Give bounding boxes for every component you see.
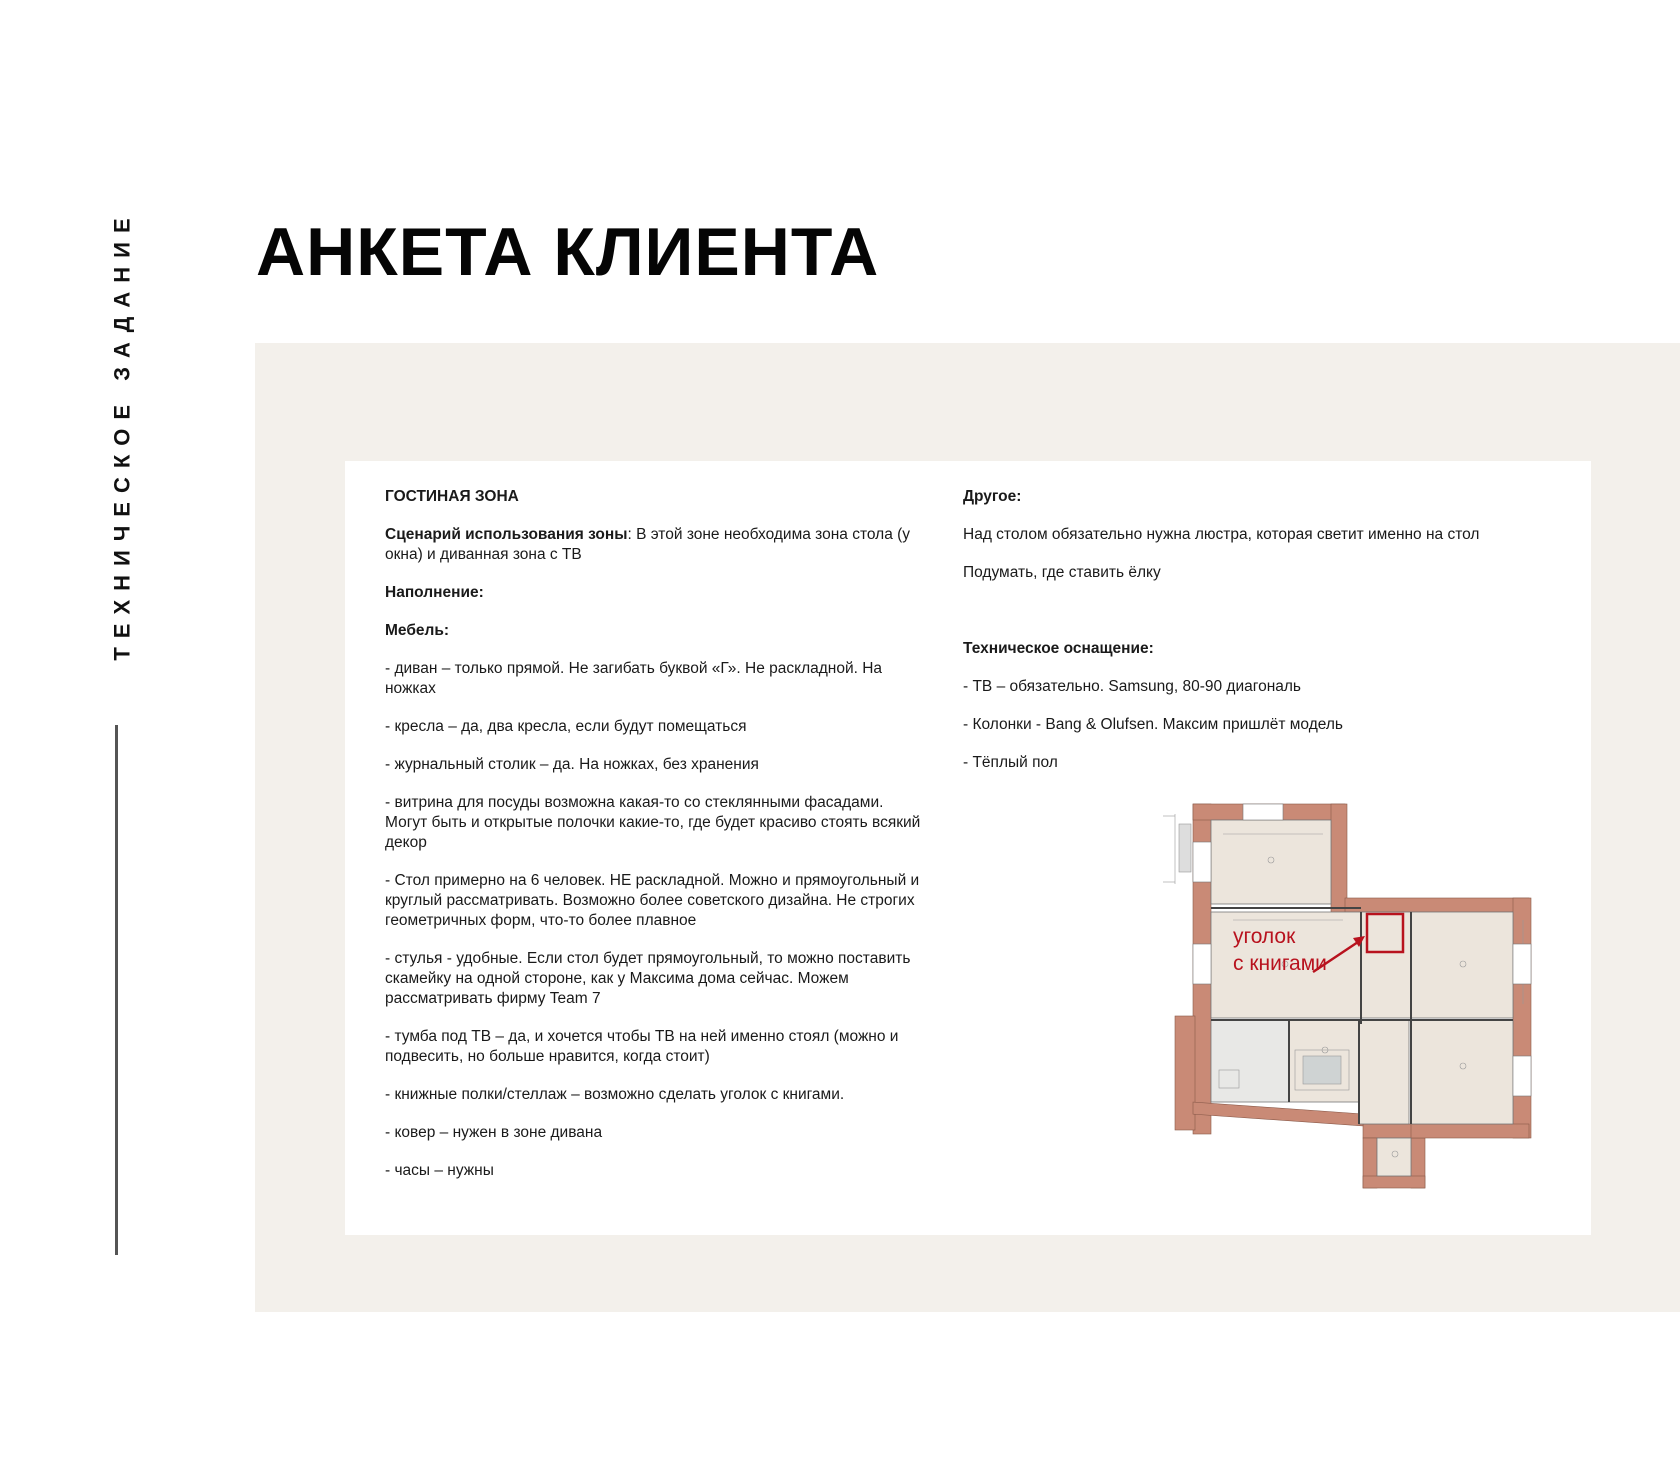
- furniture-item: - Стол примерно на 6 человек. НЕ раскладной. Можно и прямоугольный и круглый рассматривать. Возможно более советского дизайна. Не строгих геометричных форм, что-то более плавное: [385, 872, 920, 929]
- furniture-item: - диван – только прямой. Не загибать буквой «Г». Не раскладной. На ножках: [385, 660, 883, 697]
- scenario-text: : В этой зоне необходима зона стола (у окна) и диванная зона с ТВ: [385, 526, 911, 563]
- filling-label: Наполнение:: [385, 584, 484, 601]
- furniture-item: - витрина для посуды возможна какая-то со стеклянными фасадами. Могут быть и открытые полочки какие-то, где будет красиво стоять всякий декор: [385, 794, 921, 851]
- scenario-label: Сценарий использования зоны: [385, 526, 628, 543]
- furniture-item: - кресла – да, два кресла, если будут помещаться: [385, 718, 747, 735]
- tech-item: - ТВ – обязательно. Samsung, 80-90 диагональ: [963, 678, 1301, 695]
- scenario-paragraph: [385, 525, 925, 565]
- furniture-item: - книжные полки/стеллаж – возможно сделать уголок с книгами.: [385, 1086, 845, 1103]
- questionnaire-card: [345, 461, 1591, 1235]
- page-title: АНКЕТА КЛИЕНТА: [256, 214, 880, 290]
- furniture-item: - журнальный столик – да. На ножках, без хранения: [385, 756, 759, 773]
- sidebar-divider: [115, 725, 118, 1255]
- tech-label: Техническое оснащение:: [963, 640, 1154, 657]
- other-item: Подумать, где ставить ёлку: [963, 564, 1161, 581]
- furniture-label: Мебель:: [385, 622, 450, 639]
- furniture-item: - часы – нужны: [385, 1162, 494, 1179]
- sidebar-label-text: ТЕХНИЧЕСКОЕ ЗАДАНИЕ: [110, 209, 136, 661]
- other-label: Другое:: [963, 488, 1022, 505]
- sidebar-section-label: [98, 209, 148, 661]
- furniture-item: - ковер – нужен в зоне дивана: [385, 1124, 603, 1141]
- furniture-item: - тумба под ТВ – да, и хочется чтобы ТВ на ней именно стоял (можно и подвесить, но больше нравится, когда стоит): [385, 1028, 899, 1065]
- spacer: [963, 601, 1523, 621]
- left-column: [385, 487, 925, 1199]
- right-column: [963, 487, 1523, 791]
- plan-annotation: уголок с книгами: [1233, 925, 1327, 975]
- other-item: Над столом обязательно нужна люстра, которая светит именно на стол: [963, 526, 1480, 543]
- tech-item: - Колонки - Bang & Olufsen. Максим пришлёт модель: [963, 716, 1343, 733]
- zone-title: ГОСТИНАЯ ЗОНА: [385, 488, 519, 505]
- tech-item: - Тёплый пол: [963, 754, 1058, 771]
- furniture-item: - стулья - удобные. Если стол будет прямоугольный, то можно поставить скамейку на одной стороне, как у Максима дома сейчас. Можем рассматривать фирму Team 7: [385, 950, 911, 1007]
- floor-plan: [1163, 794, 1577, 1212]
- floor-plan-drawing: [1163, 794, 1577, 1212]
